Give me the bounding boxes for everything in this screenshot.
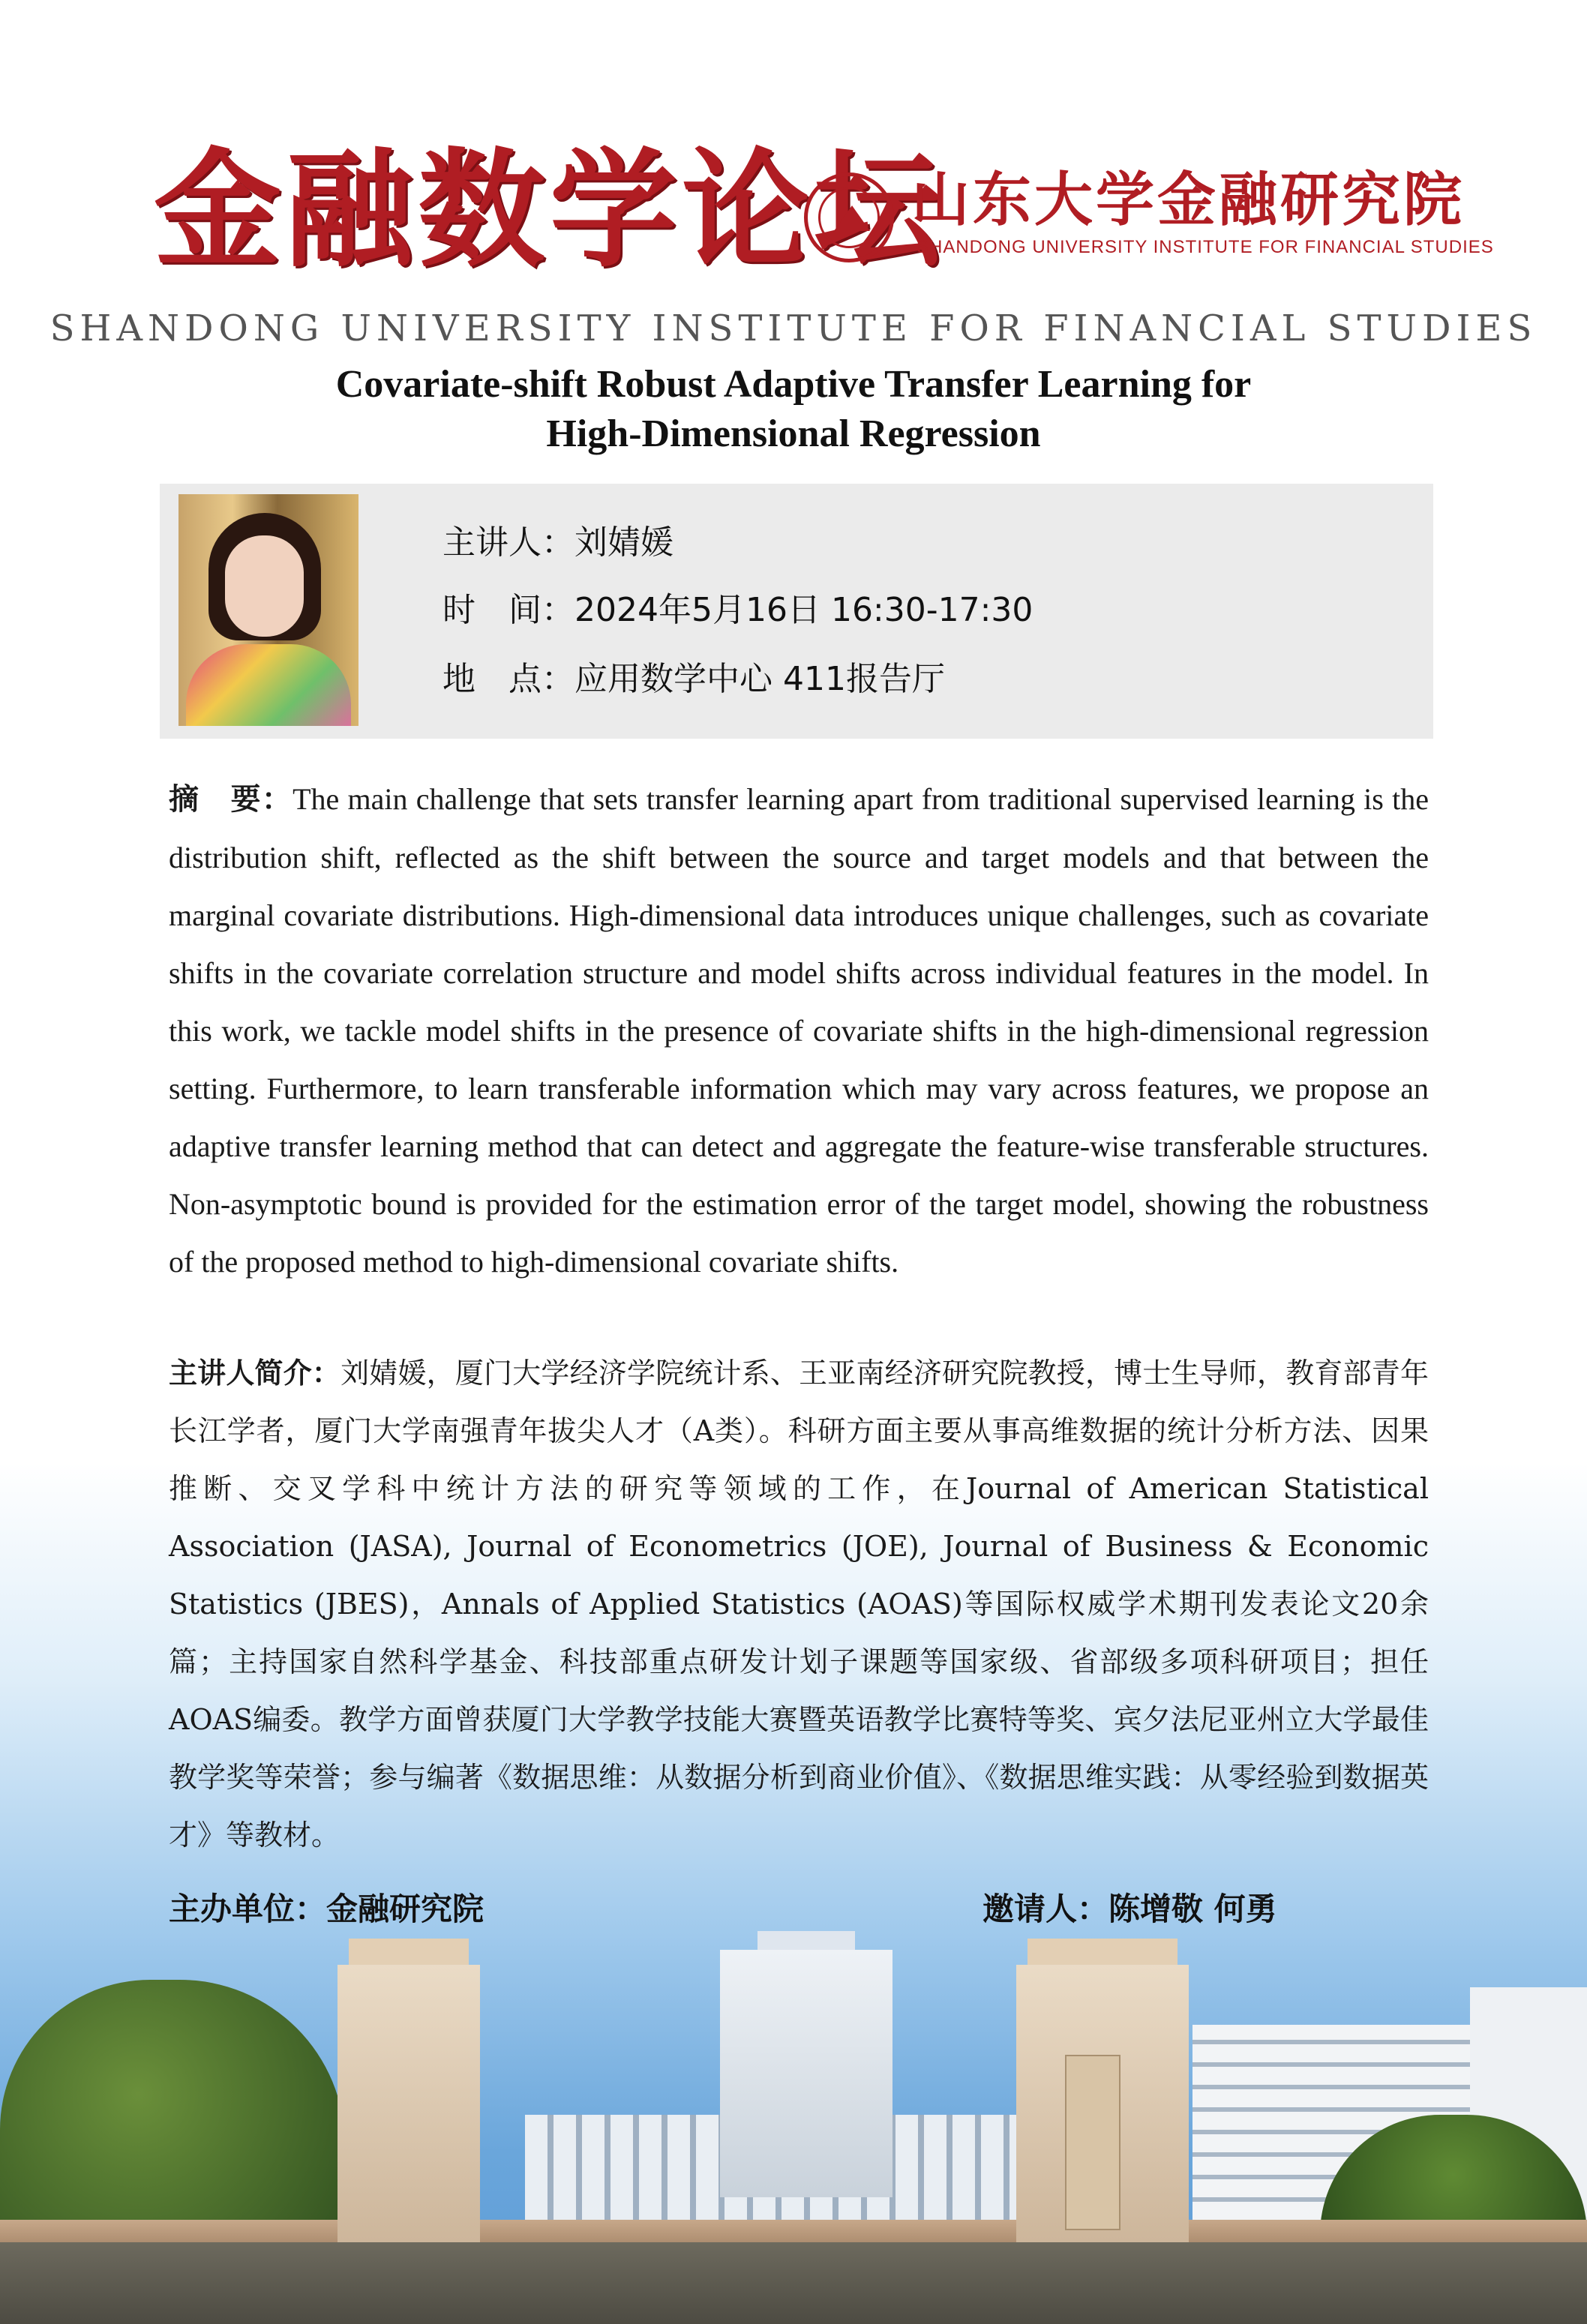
- host-unit: 主办单位：金融研究院: [169, 1891, 484, 1927]
- time-value: 2024年5月16日 16:30-17:30: [574, 591, 1034, 629]
- forum-title: 金融数学论坛: [154, 135, 946, 285]
- abstract: [169, 770, 1429, 1291]
- bio-label: 主讲人简介：: [169, 1357, 341, 1390]
- institute-name-en-large: SHANDONG UNIVERSITY INSTITUTE FOR FINANCIAL STUDIES: [50, 307, 1538, 349]
- speaker-bio: [169, 1345, 1429, 1864]
- talk-title-line1: Covariate-shift Robust Adaptive Transfer Learning for: [335, 363, 1252, 406]
- abstract-label: 摘 要：: [169, 782, 293, 817]
- speaker-row: [442, 523, 674, 562]
- ground: [0, 2242, 1587, 2324]
- place-value: 应用数学中心 411报告厅: [574, 660, 945, 698]
- institute-name-cn: 山东大学金融研究院: [911, 166, 1466, 234]
- place-row: [442, 660, 945, 698]
- gate-left: [338, 1965, 480, 2280]
- speaker-label: 主讲人：: [442, 523, 574, 562]
- speaker-photo: [178, 494, 358, 726]
- talk-title-line2: High-Dimensional Regression: [546, 412, 1041, 455]
- abstract-text: The main challenge that sets transfer learning apart from traditional supervised learning is the distribution shift, reflected as the shift between the source and target models and that between the marginal covariate distributions. High-dimensional data introduces unique challenges, such as covariate shifts in the covariate correlation structure and model shifts across individual features in the model. In this work, we tackle model shifts in the presence of covariate shifts in the high-dimensional regression setting. Furthermore, to learn transferable information which may vary across features, we propose an adaptive transfer learning method that can detect and aggregate the feature-wise transferable structures. Non-asymptotic bound is provided for the estimation error of the target model, showing the robustness of the proposed method to high-dimensional covariate shifts.: [169, 782, 1430, 1279]
- talk-title: [0, 360, 1587, 459]
- speaker-name: 刘婧媛: [574, 523, 674, 562]
- main-building: [720, 1950, 892, 2197]
- gate-plaque: [1065, 2055, 1120, 2230]
- institute-seal-icon: [804, 172, 894, 262]
- time-label: 时 间：: [442, 591, 574, 629]
- institute-name-en-small: SHANDONG UNIVERSITY INSTITUTE FOR FINANCIAL STUDIES: [916, 237, 1494, 257]
- time-row: [442, 591, 1034, 629]
- bio-text: 刘婧媛，厦门大学经济学院统计系、王亚南经济研究院教授，博士生导师，教育部青年长江学者，厦门大学南强青年拔尖人才（A类）。科研方面主要从事高维数据的统计分析方法、因果推断、交叉学科中统计方法的研究等领域的工作，在Journal of American Statistical Association (JASA), Journal of Econometrics (JOE), Journal of Business & Economic Statistics (JBES)，Annals of Applied Statistics (AOAS)等国际权威学术期刊发表论文20余篇；主持国家自然科学基金、科技部重点研发计划子课题等国家级、省部级多项科研项目；担任AOAS编委。教学方面曾获厦门大学教学技能大赛暨英语教学比赛特等奖、宾夕法尼亚州立大学最佳教学奖等荣誉；参与编著《数据思维：从数据分析到商业价值》、《数据思维实践：从零经验到数据英才》等教材。: [169, 1357, 1429, 1852]
- inviter: 邀请人：陈增敬 何勇: [982, 1891, 1277, 1927]
- place-label: 地 点：: [442, 660, 574, 698]
